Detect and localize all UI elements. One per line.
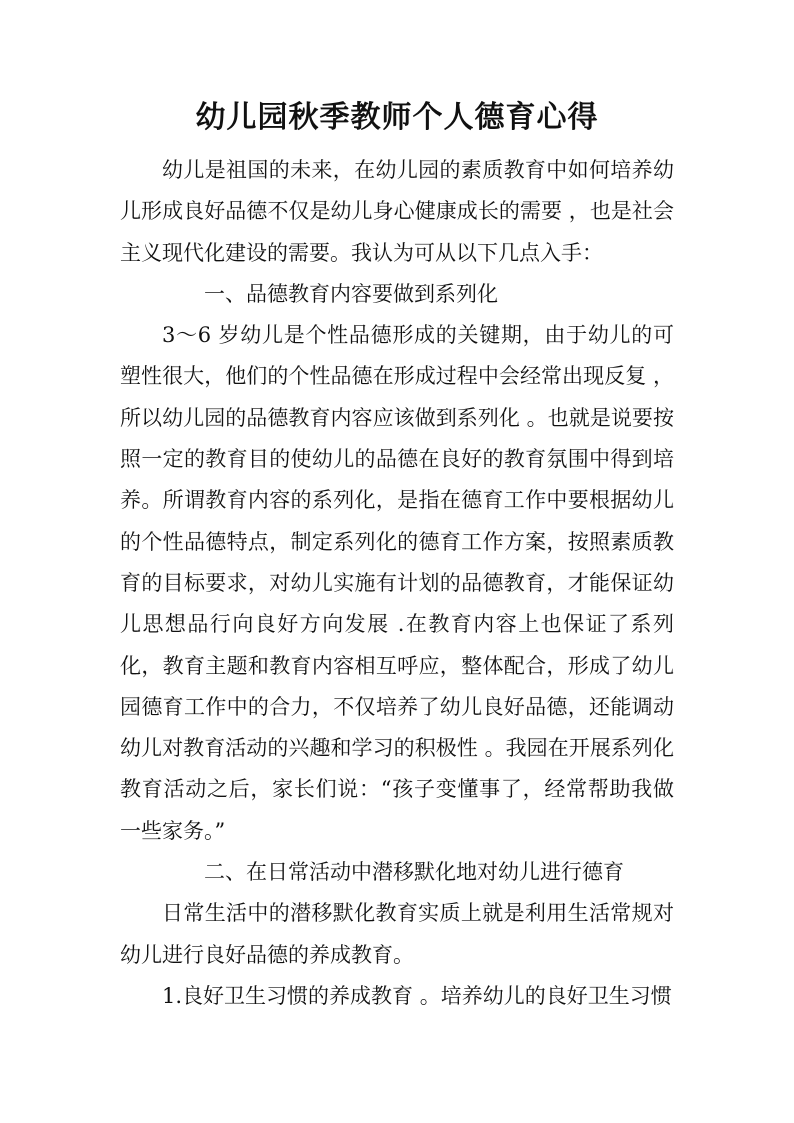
subsection-1-paragraph: 1.良好卫生习惯的养成教育 。培养幼儿的良好卫生习惯 [162,983,672,1008]
section-2-paragraph: 日常生活中的潜移默化教育实质上就是利用生活常规对幼儿进行良好品德的养成教育。 [120,901,674,967]
section-heading-2: 二、在日常活动中潜移默化地对幼儿进行德育 [204,860,624,885]
intro-paragraph: 幼儿是祖国的未来，在幼儿园的素质教育中如何培养幼儿形成良好品德不仅是幼儿身心健康成长的需要 ，也是社会主义现代化建设的需要。我认为可从以下几点入手： [120,158,674,265]
section-1-paragraph: 3～6 岁幼儿是个性品德形成的关键期，由于幼儿的可塑性很大，他们的个性品德在形成过程中会经常出现反复 ，所以幼儿园的品德教育内容应该做到系列化 。也就是说要按照一定的教育目的使幼儿的品德在良好的教育氛围中得到培养。所谓教育内容的系列化，是指在德育工作中要根据幼儿的个性品德特点，制定系列化的德育工作方案，按照素质教育的目标要求，对幼儿实施有计划的品德教育，才能保证幼儿思想品行向良好方向发展 .在教育内容上也保证了系列化，教育主题和教育内容相互呼应，整体配合，形成了幼儿园德育工作中的合力，不仅培养了幼儿良好品德，还能调动幼儿对教育活动的兴趣和学习的积极性 。我园在开展系列化教育活动之后，家长们说：“孩子变懂事了，经常帮助我做一些家务。” [120,323,674,843]
section-heading-1: 一、品德教育内容要做到系列化 [204,281,498,306]
document-body [120,150,674,1017]
document-title: 幼儿园秋季教师个人德育心得 [195,100,599,135]
